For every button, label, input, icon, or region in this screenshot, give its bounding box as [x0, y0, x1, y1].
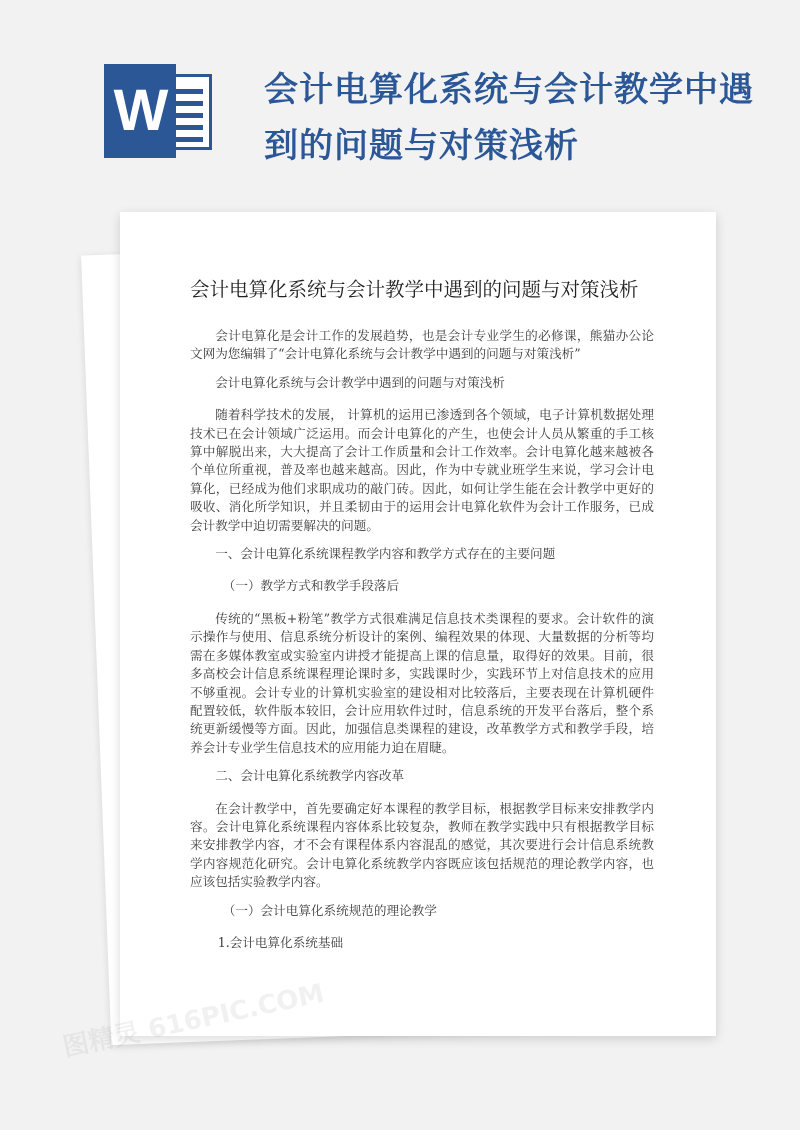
word-document-icon [104, 64, 214, 158]
subsection-heading-1-1: （一）教学方式和教学手段落后 [222, 578, 400, 594]
header-title: 会计电算化系统与会计教学中遇到的问题与对策浅析 [264, 70, 754, 166]
section-heading-1: 一、会计电算化系统课程教学内容和教学方式存在的主要问题 [215, 546, 556, 562]
subsection-heading-2-1: （一）会计电算化系统规范的理论教学 [222, 902, 437, 918]
watermark: 图精灵 [60, 1017, 143, 1064]
body-paragraph: 传统的“黑板+粉笔”教学方式很难满足信息技术类课程的要求。会计软件的演示操作与使用、信息系统分析设计的案例、编程效果的体现、大量数据的分析等均需在多媒体教室或实验室内讲授才能提高上课的信息量，取得好的效果。目前，很多高校会计信息系统课程理论课时多，实践课时少，实践环节上对信息技术的应用不够重视。会计专业的计算机实验室的建设相对比较落后，主要表现在计算机硬件配置较低，软件版本较旧，会计应用软件过时，信息系统的开发平台落后，整个系统更新缓慢等方面。因此，加强信息类课程的建设，改革教学方式和教学手段，培养会计专业学生信息技术的应用能力迫在眉睫。 [190, 610, 654, 755]
word-logo-letter: W [104, 64, 176, 158]
header-banner [0, 0, 800, 200]
numbered-heading-1: 1.会计电算化系统基础 [217, 934, 344, 950]
subtitle-line: 会计电算化系统与会计教学中遇到的问题与对策浅析 [215, 374, 505, 390]
document-title: 会计电算化系统与会计教学中遇到的问题与对策浅析 [190, 278, 639, 301]
document-page [120, 212, 716, 1036]
body-paragraph: 随着科学技术的发展， 计算机的运用已渗透到各个领域，电子计算机数据处理技术已在会计领域广泛运用。而会计电算化的产生，也使会计人员从繁重的手工核算中解脱出来，大大提高了会计工作质量和会计工作效率。会计电算化越来越被各个单位所重视，普及率也越来越高。因此，作为中专就业班学生来说，学习会计电算化，已经成为他们求职成功的敲门砖。因此，如何让学生能在会计教学中更好的吸收、消化所学知识，并且柔韧由于的运用会计电算化软件为会计工作服务，已成会计教学中迫切需要解决的问题。 [190, 407, 654, 533]
intro-paragraph: 会计电算化是会计工作的发展趋势，也是会计专业学生的必修课，熊猫办公论文网为您编辑了“会计电算化系统与会计教学中遇到的问题与对策浅析” [190, 328, 654, 362]
body-paragraph: 在会计教学中，首先要确定好本课程的教学目标，根据教学目标来安排教学内容。会计电算化系统课程内容体系比较复杂，教师在教学实践中只有根据教学目标来安排教学内容，才不会有课程体系内容混乱的感觉，其次要进行会计信息系统教学内容规范化研究。会计电算化系统教学内容既应该包括规范的理论教学内容，也应该包括实验教学内容。 [190, 800, 654, 890]
section-heading-2: 二、会计电算化系统教学内容改革 [215, 768, 405, 784]
